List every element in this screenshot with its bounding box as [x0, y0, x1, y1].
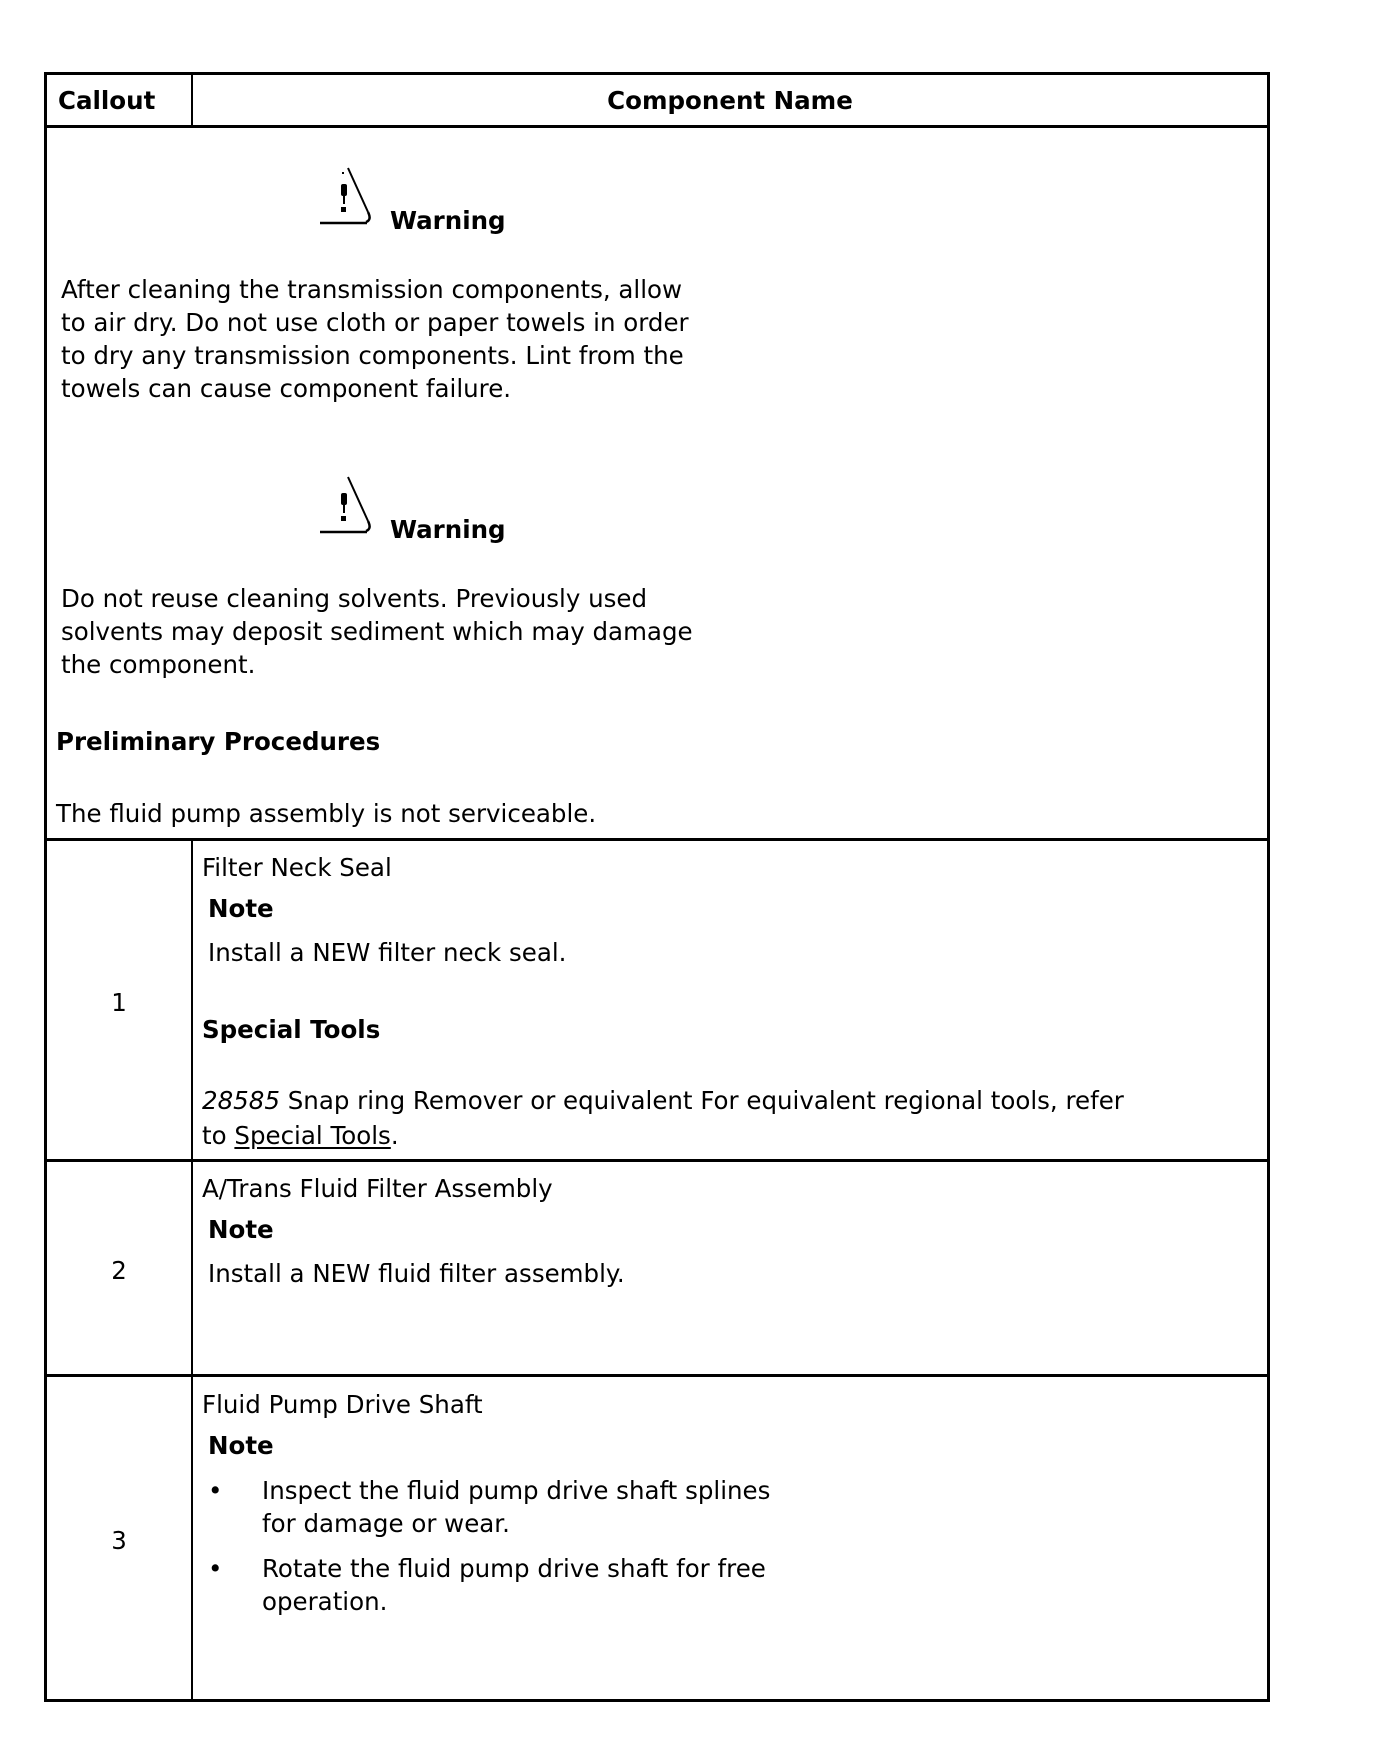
- warning-icon: [318, 475, 378, 537]
- table-border-left: [44, 72, 47, 1702]
- component-name: Filter Neck Seal: [202, 853, 392, 882]
- header-component-name: Component Name: [607, 86, 853, 115]
- bullet-dot: •: [208, 1476, 223, 1505]
- note-text: Install a NEW fluid filter assembly.: [208, 1259, 625, 1288]
- reference-prefix: to: [202, 1121, 235, 1150]
- bullet-text-line: Rotate the fluid pump drive shaft for free: [262, 1554, 766, 1583]
- warning-text-line: to dry any transmission components. Lint from the: [61, 341, 684, 370]
- special-tools-reference: [202, 1119, 399, 1152]
- row-divider-1: [44, 838, 1270, 841]
- warning-text-line: Do not reuse cleaning solvents. Previously used: [61, 584, 648, 613]
- tool-description: Snap ring Remover or equivalent For equivalent regional tools, refer: [279, 1086, 1124, 1115]
- warning-title: Warning: [390, 206, 506, 235]
- component-name: Fluid Pump Drive Shaft: [202, 1390, 483, 1419]
- preliminary-heading: Preliminary Procedures: [56, 727, 381, 756]
- note-text: Install a NEW filter neck seal.: [208, 938, 567, 967]
- bullet-text-line: for damage or wear.: [262, 1509, 510, 1538]
- warning-text-line: to air dry. Do not use cloth or paper towels in order: [61, 308, 689, 337]
- callout-number: 3: [111, 1526, 127, 1555]
- warning-text-line: solvents may deposit sediment which may damage: [61, 617, 693, 646]
- callout-number: 1: [111, 988, 127, 1017]
- row-divider-3: [44, 1374, 1270, 1377]
- special-tools-text: [202, 1084, 1124, 1117]
- special-tools-heading: Special Tools: [202, 1015, 381, 1044]
- warning-text-line: towels can cause component failure.: [61, 374, 512, 403]
- callout-number: 2: [111, 1256, 127, 1285]
- table-border-bottom: [44, 1699, 1270, 1702]
- warning-icon: [318, 166, 378, 228]
- warning-title: Warning: [390, 515, 506, 544]
- bullet-text-line: operation.: [262, 1587, 388, 1616]
- bullet-dot: •: [208, 1554, 223, 1583]
- component-name: A/Trans Fluid Filter Assembly: [202, 1174, 553, 1203]
- header-callout: Callout: [58, 86, 156, 115]
- note-label: Note: [208, 1215, 274, 1244]
- table-border-top: [44, 72, 1270, 75]
- special-tools-link[interactable]: Special Tools: [234, 1121, 391, 1150]
- reference-suffix: .: [390, 1121, 399, 1150]
- table-border-right: [1267, 72, 1270, 1702]
- tool-number: 28585: [202, 1086, 280, 1115]
- note-label: Note: [208, 1431, 274, 1460]
- warning-text-line: the component.: [61, 650, 256, 679]
- bullet-text-line: Inspect the fluid pump drive shaft splines: [262, 1476, 771, 1505]
- row-divider-2: [44, 1159, 1270, 1162]
- header-divider: [44, 125, 1270, 128]
- preliminary-text: The fluid pump assembly is not serviceable.: [56, 799, 597, 828]
- warning-text-line: After cleaning the transmission components, allow: [61, 275, 683, 304]
- note-label: Note: [208, 894, 274, 923]
